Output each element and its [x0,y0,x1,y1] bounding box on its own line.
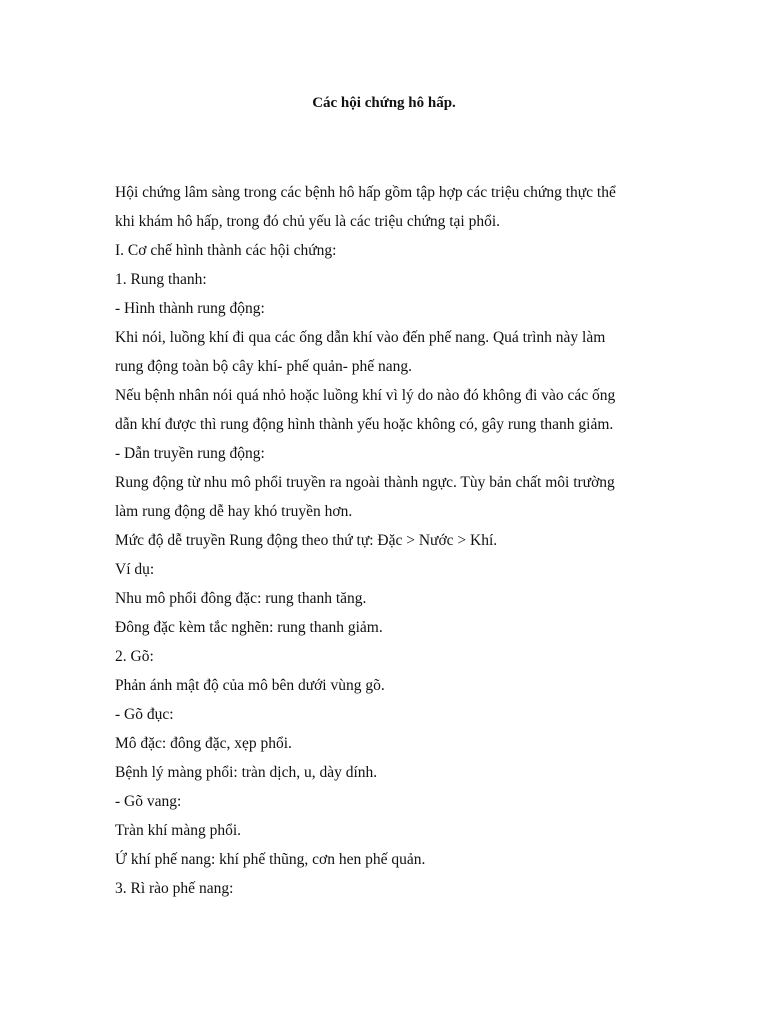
text-line: rung động toàn bộ cây khí- phế quản- phế nang. [115,358,413,375]
text-line: làm rung động dễ hay khó truyền hơn. [115,503,353,520]
text-line: Hội chứng lâm sàng trong các bệnh hô hấp gồm tập hợp các triệu chứng thực thể [115,184,616,201]
text-line: Rung động từ nhu mô phổi truyền ra ngoài thành ngực. Tùy bản chất môi trường [115,474,615,491]
text-line: Nhu mô phổi đông đặc: rung thanh tăng. [115,590,367,607]
text-line: - Gõ đục: [115,706,174,723]
text-line: Tràn khí màng phổi. [115,822,242,839]
text-line: Ứ khí phế nang: khí phế thũng, cơn hen phế quản. [115,851,426,868]
subsection-heading: 2. Gõ: [115,648,154,665]
text-line: Bệnh lý màng phổi: tràn dịch, u, dày dính. [115,764,378,781]
document-body [115,178,660,903]
text-line: Nếu bệnh nhân nói quá nhỏ hoặc luồng khí vì lý do nào đó không đi vào các ống [115,387,616,404]
text-line: - Gõ vang: [115,793,182,810]
text-line: - Dẫn truyền rung động: [115,445,265,462]
subsection-heading: 3. Rì rào phế nang: [115,880,234,897]
text-line: Ví dụ: [115,561,155,578]
section-heading: I. Cơ chế hình thành các hội chứng: [115,242,337,259]
text-line: khi khám hô hấp, trong đó chủ yếu là các triệu chứng tại phổi. [115,213,501,230]
text-line: Khi nói, luồng khí đi qua các ống dẫn khí vào đến phế nang. Quá trình này làm [115,329,606,346]
subsection-heading: 1. Rung thanh: [115,271,207,288]
text-line: Mô đặc: đông đặc, xẹp phổi. [115,735,292,752]
text-line: - Hình thành rung động: [115,300,265,317]
text-line: Mức độ dễ truyền Rung động theo thứ tự: Đặc > Nước > Khí. [115,532,498,549]
document-title: Các hội chứng hô hấp. [312,95,456,111]
text-line: dẫn khí được thì rung động hình thành yếu hoặc không có, gây rung thanh giảm. [115,416,614,433]
text-line: Phản ánh mật độ của mô bên dưới vùng gõ. [115,677,385,694]
text-line: Đông đặc kèm tắc nghẽn: rung thanh giảm. [115,619,383,636]
